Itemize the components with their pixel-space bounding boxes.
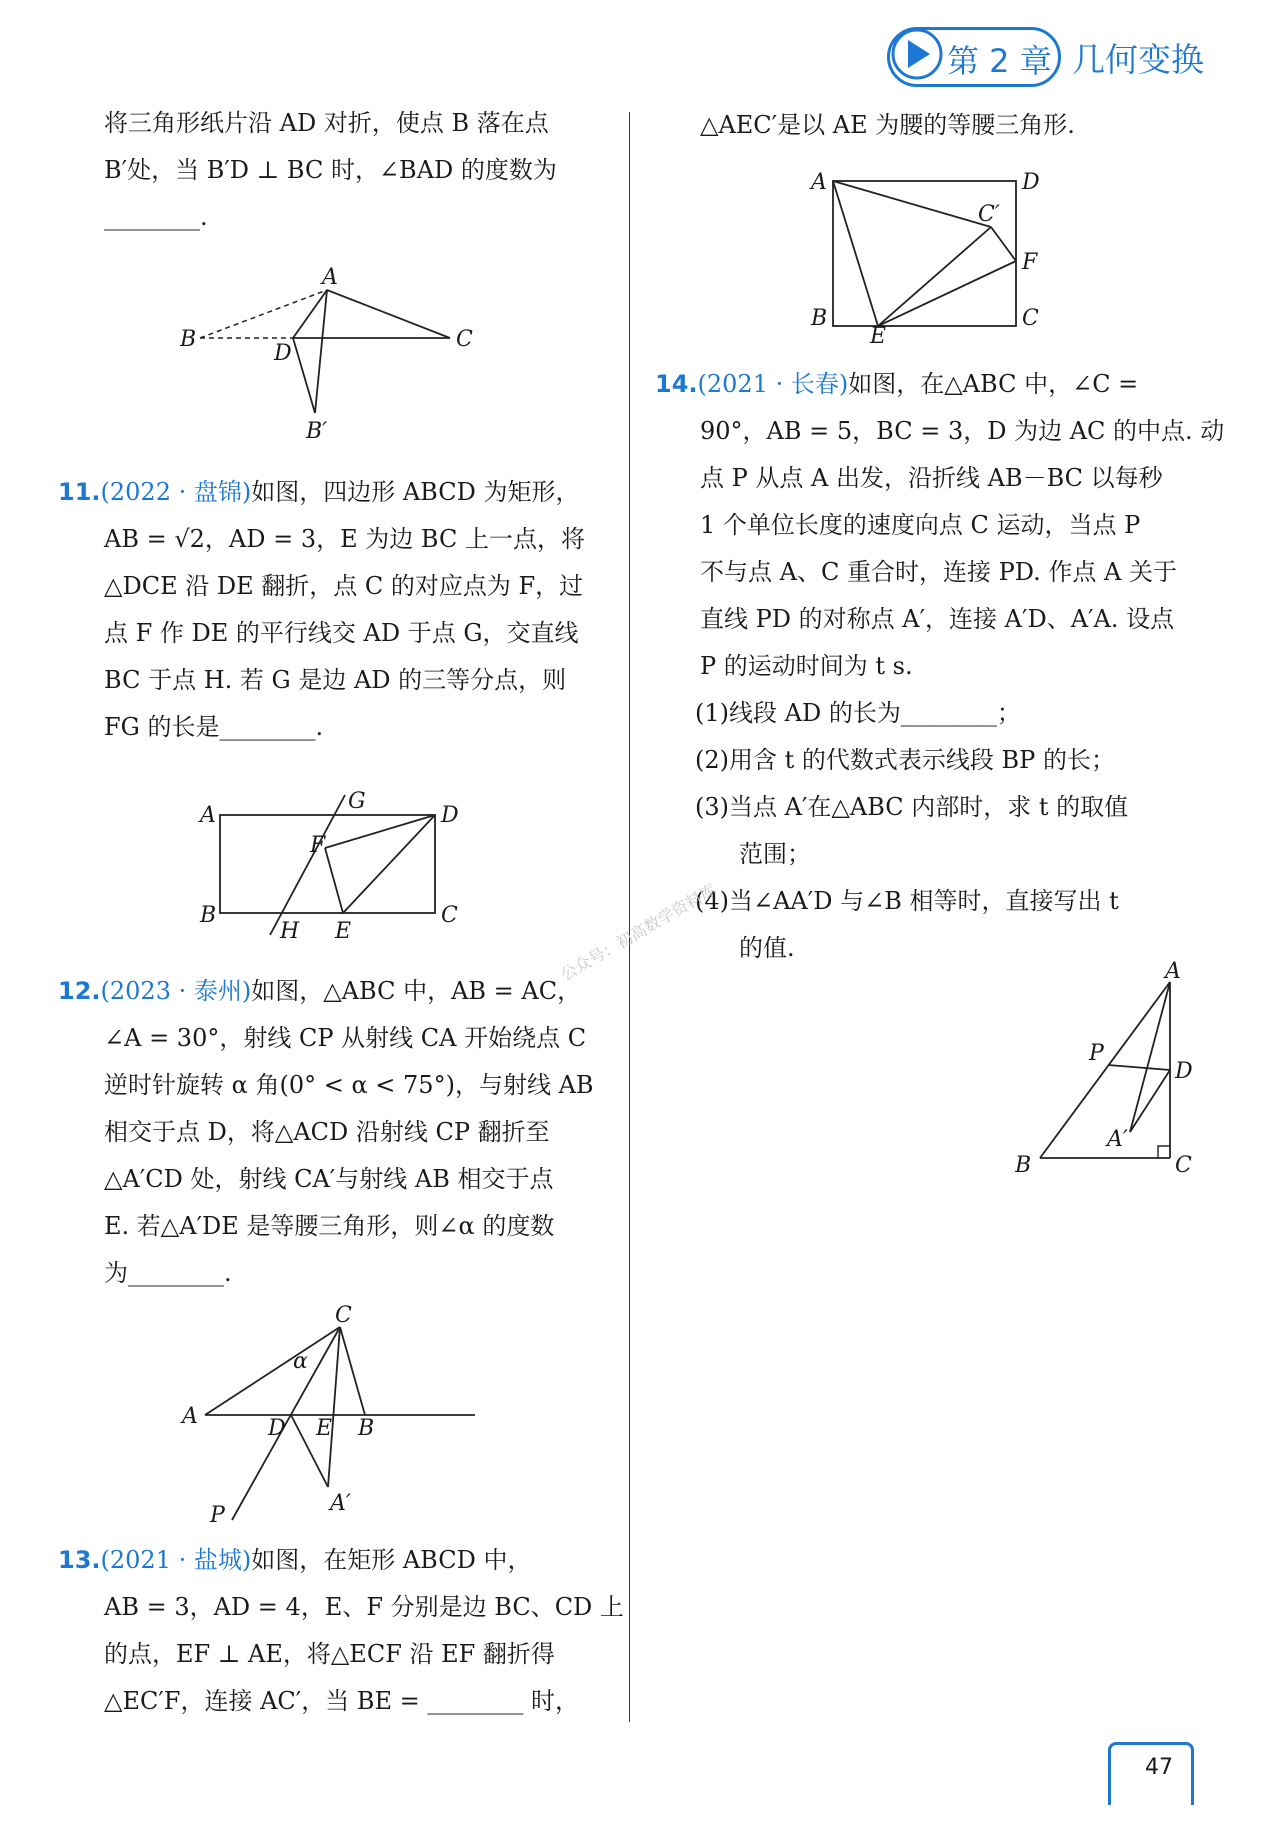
label-A: A xyxy=(200,803,216,828)
label-E: E xyxy=(316,1416,333,1441)
label-A: A xyxy=(811,170,827,195)
label-Cp: C′ xyxy=(978,202,1000,227)
label-Bp: B′ xyxy=(306,419,328,444)
label-A: A xyxy=(1165,960,1181,984)
left-column xyxy=(62,100,612,241)
q12-line-6: E. 若△A′DE 是等腰三角形，则∠α 的度数 xyxy=(104,1212,555,1240)
label-D: D xyxy=(268,1416,286,1441)
q14 xyxy=(655,361,1225,972)
chapter-title: 几何变换 xyxy=(1072,40,1204,79)
q14-sub-4: (4)当∠AA′D 与∠B 相等时，直接写出 t xyxy=(695,887,1119,915)
label-P: P xyxy=(210,1503,225,1525)
q10-line-3: ________. xyxy=(104,203,208,231)
q12-line-5: △A′CD 处，射线 CA′与射线 AB 相交于点 xyxy=(104,1165,554,1193)
figure-q12 xyxy=(180,1305,490,1529)
q14-line-4: 1 个单位长度的速度向点 C 运动，当点 P xyxy=(700,511,1141,539)
label-D: D xyxy=(274,341,292,366)
q12-source: (2023 · 泰州) xyxy=(100,977,252,1005)
figure-q11 xyxy=(195,780,495,944)
q11-text-1: 如图，四边形 ABCD 为矩形， xyxy=(251,478,580,506)
label-P: P xyxy=(1089,1041,1104,1066)
label-alpha: α xyxy=(293,1349,308,1374)
q12-line-4: 相交于点 D，将△ACD 沿射线 CP 翻折至 xyxy=(104,1118,550,1146)
label-D: D xyxy=(1175,1059,1193,1084)
q11-line-6: FG 的长是________. xyxy=(104,713,324,741)
label-B: B xyxy=(358,1416,375,1441)
q14-sub-1: (1)线段 AD 的长为________； xyxy=(695,699,1021,727)
q12 xyxy=(58,968,618,1297)
label-E: E xyxy=(335,919,352,940)
q13-line-3: 的点，EF ⊥ AE，将△ECF 沿 EF 翻折得 xyxy=(104,1640,555,1668)
q12-number: 12. xyxy=(58,977,101,1005)
label-Ap: A′ xyxy=(330,1491,351,1516)
q14-line-2: 90°，AB = 5，BC = 3，D 为边 AC 的中点. 动 xyxy=(700,417,1225,445)
label-C: C xyxy=(1175,1153,1192,1178)
q11-line-3: △DCE 沿 DE 翻折，点 C 的对应点为 F，过 xyxy=(104,572,584,600)
label-B: B xyxy=(200,903,217,928)
q12-text-1: 如图，△ABC 中，AB = AC， xyxy=(251,977,582,1005)
q10-line-1: 将三角形纸片沿 AD 对折，使点 B 落在点 xyxy=(104,109,549,137)
q14-text-1: 如图，在△ABC 中，∠C = xyxy=(848,370,1139,398)
q12-line-7: 为________. xyxy=(104,1259,232,1287)
label-A: A xyxy=(322,265,338,290)
label-F: F xyxy=(310,833,326,858)
label-A: A xyxy=(182,1404,198,1429)
q11-line-5: BC 于点 H. 若 G 是边 AD 的三等分点，则 xyxy=(104,666,567,694)
label-B: B xyxy=(1015,1153,1032,1178)
label-D: D xyxy=(1022,170,1040,195)
label-H: H xyxy=(280,919,300,940)
q11-line-1 xyxy=(58,469,618,516)
label-E: E xyxy=(870,324,887,345)
label-G: G xyxy=(348,789,366,814)
column-divider xyxy=(629,112,630,1722)
label-D: D xyxy=(441,803,459,828)
label-F: F xyxy=(1022,250,1038,275)
q14-sub-2: (2)用含 t 的代数式表示线段 BP 的长； xyxy=(695,746,1115,774)
q13-text-1: 如图，在矩形 ABCD 中， xyxy=(251,1546,532,1574)
q14-line-3: 点 P 从点 A 出发，沿折线 AB－BC 以每秒 xyxy=(700,464,1163,492)
q13-source: (2021 · 盐城) xyxy=(100,1546,252,1574)
q13-line-1 xyxy=(58,1537,618,1584)
label-B: B xyxy=(180,327,197,352)
chapter-label: 第 2 章 xyxy=(947,42,1052,80)
q10-text xyxy=(62,100,612,241)
label-Ap: A′ xyxy=(1107,1127,1128,1152)
q14-source: (2021 · 长春) xyxy=(697,370,849,398)
q14-sub-3-cont: 范围； xyxy=(739,840,811,868)
label-C: C xyxy=(456,327,473,352)
q14-line-7: P 的运动时间为 t s. xyxy=(700,652,913,680)
q13-continued xyxy=(700,102,1220,149)
q14-sub-3: (3)当点 A′在△ABC 内部时，求 t 的取值 xyxy=(695,793,1129,821)
q11-number: 11. xyxy=(58,478,101,506)
page-number: 47 xyxy=(1145,1755,1173,1780)
q13-line-2: AB = 3，AD = 4，E、F 分别是边 BC、CD 上 xyxy=(104,1593,624,1621)
q11-line-4: 点 F 作 DE 的平行线交 AD 于点 G，交直线 xyxy=(104,619,579,647)
q14-line-6: 直线 PD 的对称点 A′，连接 A′D、A′A. 设点 xyxy=(700,605,1175,633)
watermark: 公众号：初高数学资料库 xyxy=(557,880,720,985)
q13-cont-line: △AEC′是以 AE 为腰的等腰三角形. xyxy=(700,111,1075,139)
q12-line-3: 逆时针旋转 α 角(0° < α < 75°)，与射线 AB xyxy=(104,1071,594,1099)
q14-number: 14. xyxy=(655,370,698,398)
q14-sub-4-cont: 的值. xyxy=(739,934,795,962)
figure-q14 xyxy=(1015,960,1215,1184)
q11 xyxy=(58,469,618,751)
label-C: C xyxy=(441,903,458,928)
q13 xyxy=(58,1537,624,1725)
q13-line-4: △EC′F，连接 AC′，当 BE = ________ 时， xyxy=(104,1687,579,1715)
q12-line-1 xyxy=(58,968,618,1015)
label-B: B xyxy=(811,306,828,331)
figure-q13 xyxy=(808,165,1058,349)
q11-source: (2022 · 盘锦) xyxy=(100,478,252,506)
q14-line-5: 不与点 A、C 重合时，连接 PD. 作点 A 关于 xyxy=(700,558,1177,586)
play-icon xyxy=(887,27,947,87)
q12-line-2: ∠A = 30°，射线 CP 从射线 CA 开始绕点 C xyxy=(104,1024,587,1052)
q10-line-2: B′处，当 B′D ⊥ BC 时，∠BAD 的度数为 xyxy=(104,156,557,184)
label-C: C xyxy=(1022,306,1039,331)
label-C: C xyxy=(335,1305,352,1328)
q13-number: 13. xyxy=(58,1546,101,1574)
q14-line-1 xyxy=(655,361,1215,408)
figure-q10 xyxy=(180,260,500,464)
q11-line-2: AB = √2，AD = 3，E 为边 BC 上一点，将 xyxy=(104,525,585,553)
